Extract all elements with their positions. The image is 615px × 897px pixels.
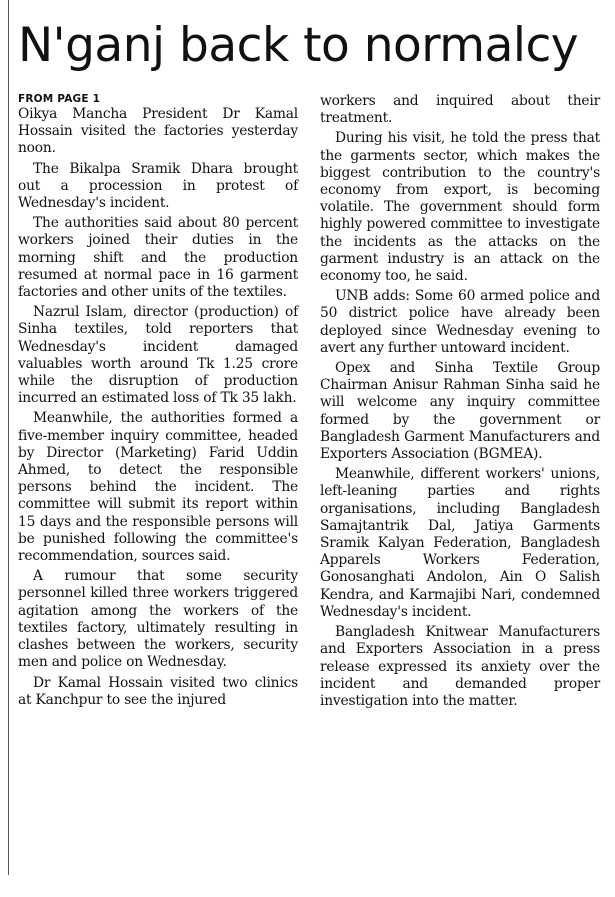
paragraph: workers and inquired about their treatment. bbox=[320, 93, 600, 127]
paragraph: UNB adds: Some 60 armed police and 50 district police have already been deployed since Wednesday evening to avert any further untoward incident. bbox=[320, 288, 600, 356]
paragraph: Opex and Sinha Textile Group Chairman Anisur Rahman Sinha said he will welcome any inquiry committee formed by the government or Bangladesh Garment Manufacturers and Exporters Association (BGMEA). bbox=[320, 360, 600, 463]
paragraph: Nazrul Islam, director (production) of Sinha textiles, told reporters that Wednesday's incident damaged valuables worth around Tk 1.25 crore while the disruption of production incurred an estimated loss of Tk 35 lakh. bbox=[18, 304, 298, 407]
headline: N'ganj back to normalcy bbox=[18, 18, 579, 73]
paragraph: Bangladesh Knitwear Manufacturers and Exporters Association in a press release expressed its anxiety over the incident and demanded proper investigation into the matter. bbox=[320, 624, 600, 709]
paragraph: During his visit, he told the press that the garments sector, which makes the biggest contribution to the country's economy from export, is becoming volatile. The government should form highly powered committee to investigate the incidents as the attacks on the garment industry is an attack on the economy too, he said. bbox=[320, 130, 600, 285]
paragraph: Meanwhile, the authorities formed a five-member inquiry committee, headed by Director (Marketing) Farid Uddin Ahmed, to detect the responsible persons behind the incident. The committee will submit its report within 15 days and the responsible persons will be punished following the committee's recommendation, sources said. bbox=[18, 410, 298, 565]
article-column-right bbox=[320, 93, 600, 713]
article-column-left bbox=[18, 93, 298, 712]
paragraph: Meanwhile, different workers' unions, left-leaning parties and rights organisations, including Bangladesh Samajtantrik Dal, Jatiya Garments Sramik Kalyan Federation, Bangladesh Apparels Workers Federation, Gonosanghati Andolon, Ain O Salish Kendra, and Karmajibi Nari, condemned Wednesday's incident. bbox=[320, 466, 600, 620]
kicker: FROM PAGE 1 bbox=[18, 93, 101, 105]
paragraph: The Bikalpa Sramik Dhara brought out a procession in protest of Wednesday's incident. bbox=[18, 160, 298, 212]
column-rule bbox=[8, 0, 9, 875]
paragraph: The authorities said about 80 percent workers joined their duties in the morning shift and the production resumed at normal pace in 16 garment factories and other units of the textiles. bbox=[18, 215, 298, 301]
paragraph: Oikya Mancha President Dr Kamal Hossain visited the factories yesterday noon. bbox=[18, 106, 298, 157]
paragraph: A rumour that some security personnel killed three workers triggered agitation among the workers of the textiles factory, ultimately resulting in clashes between the workers, security men and police on Wednesday. bbox=[18, 568, 298, 671]
paragraph: Dr Kamal Hossain visited two clinics at Kanchpur to see the injured bbox=[18, 674, 298, 708]
